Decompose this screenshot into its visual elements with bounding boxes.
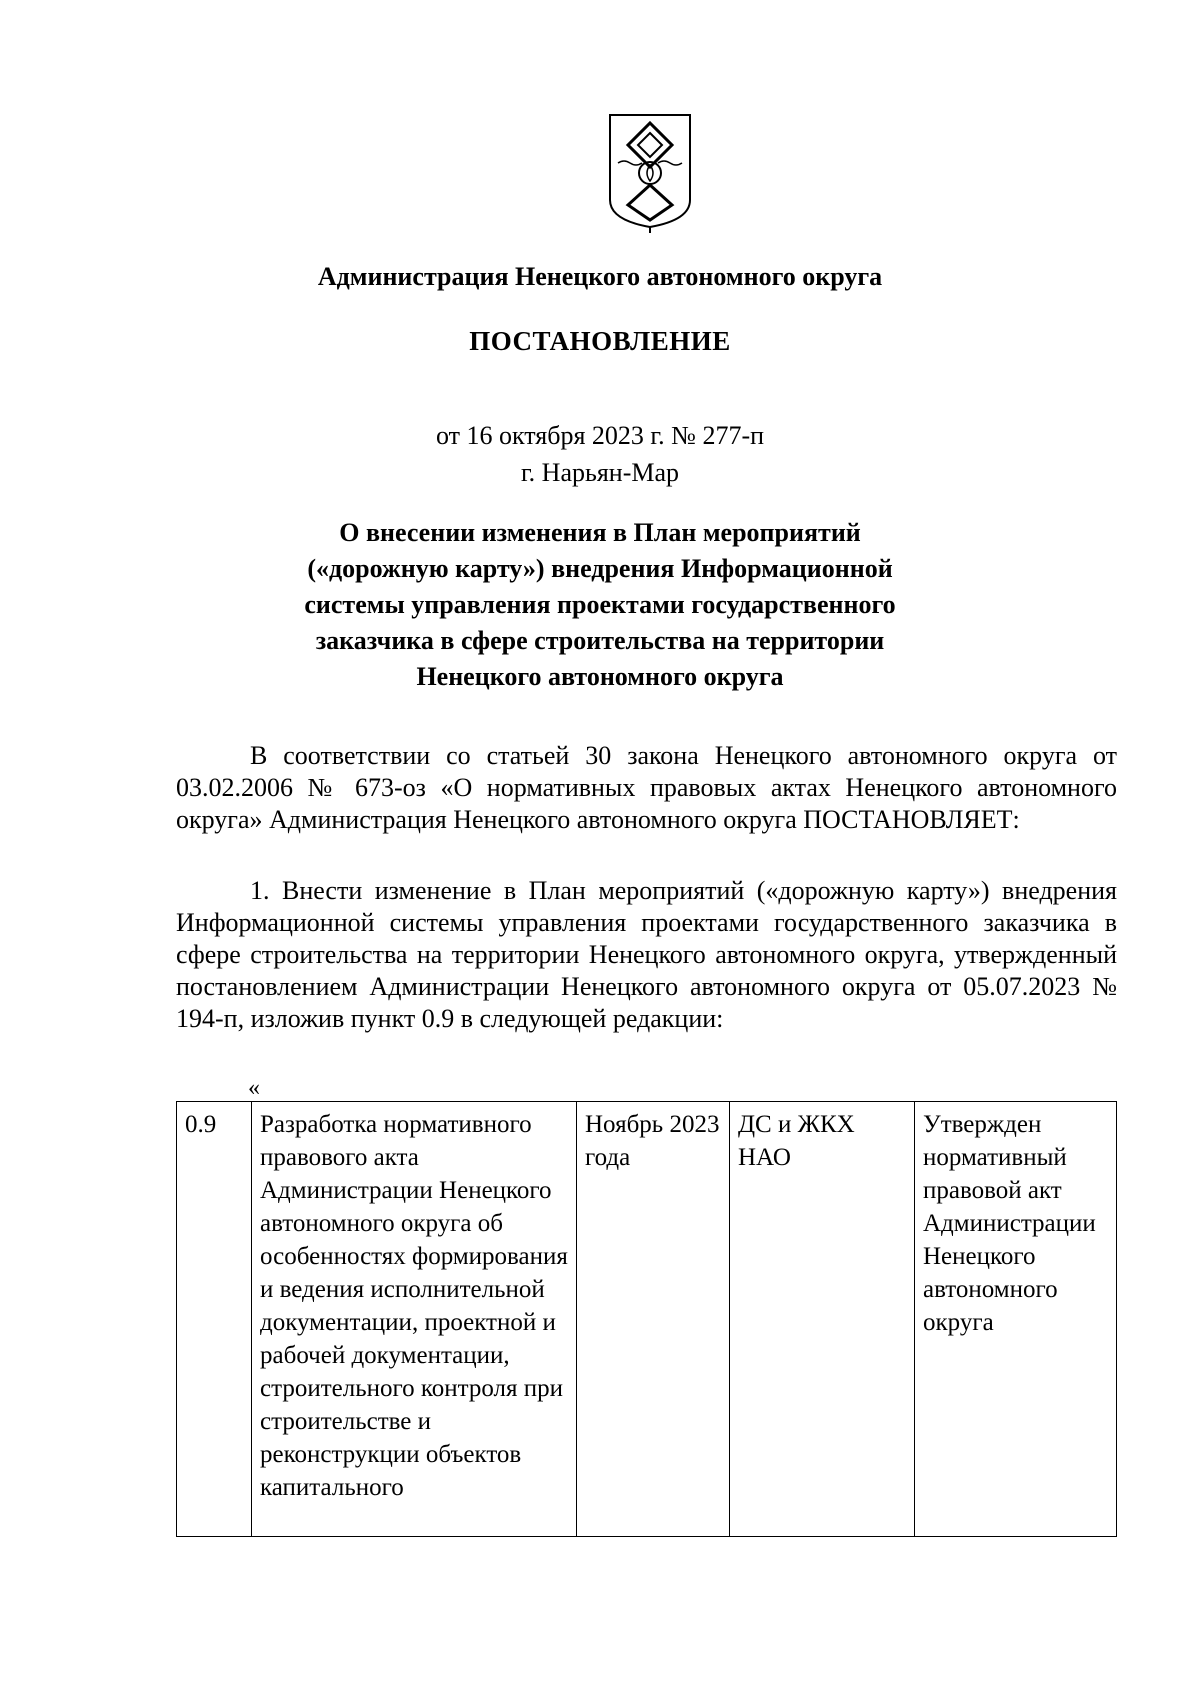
document-city: г. Нарьян-Мар <box>520 458 680 487</box>
cell-result: Утвержден нормативный правовой акт Администрации Ненецкого автономного округа <box>915 1102 1117 1537</box>
opening-quote: « <box>248 1075 260 1101</box>
title-line: О внесении изменения в План мероприятий <box>339 518 861 547</box>
title-line: заказчика в сфере строительства на территории <box>315 626 885 655</box>
item-1-paragraph: 1. Внести изменение в План мероприятий («дорожную карту») внедрения Информационной системы управления проектами государственного заказчика в сфере строительства на территории Ненецкого автономного округа, утвержденный постановлением Администрации Ненецкого автономного округа от 05.07.2023 № 194-п, изложив пункт 0.9 в следующей редакции: <box>176 876 1117 1033</box>
preamble-paragraph: В соответствии со статьей 30 закона Ненецкого автономного округа от 03.02.2006 № 673-оз «О нормативных правовых актах Ненецкого автономного округа» Администрация Ненецкого автономного округа ПОСТАНОВЛЯЕТ: <box>176 741 1117 834</box>
title-line: Ненецкого автономного округа <box>416 662 784 691</box>
coat-of-arms-emblem <box>600 105 700 235</box>
title-line: системы управления проектами государственного <box>304 590 896 619</box>
plan-table <box>176 1101 1117 1537</box>
table-row <box>177 1102 1117 1537</box>
document-title <box>250 515 950 695</box>
cell-activity-name: Разработка нормативного правового акта Администрации Ненецкого автономного округа об особенностях формирования и ведения исполнительной документации, проектной и рабочей документации, строительного контроля при строительстве и реконструкции объектов капитального <box>252 1102 577 1537</box>
document-type: ПОСТАНОВЛЕНИЕ <box>469 326 731 356</box>
document-date-number: от 16 октября 2023 г. № 277-п <box>435 421 765 450</box>
title-line: («дорожную карту») внедрения Информационной <box>307 554 893 583</box>
cell-responsible: ДС и ЖКХ НАО <box>730 1102 915 1537</box>
cell-deadline: Ноябрь 2023 года <box>577 1102 730 1537</box>
cell-item-number: 0.9 <box>177 1102 252 1537</box>
organization-name: Администрация Ненецкого автономного округа <box>317 262 883 291</box>
